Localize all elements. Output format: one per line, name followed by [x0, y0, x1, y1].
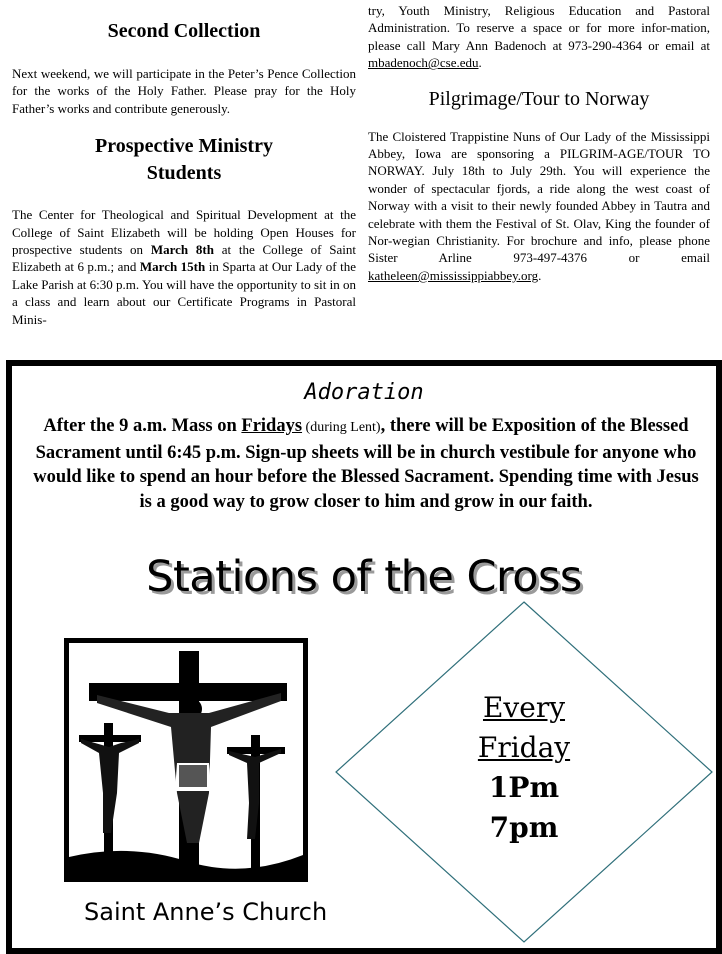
- prospective-ministry-title-line1: Prospective Ministry: [95, 135, 273, 158]
- service-times: [424, 688, 624, 848]
- norway-end: .: [538, 267, 542, 283]
- crucifixion-image: [64, 638, 308, 882]
- email-link-katheleen[interactable]: katheleen@mississippiabbey.org: [368, 267, 539, 283]
- email-link-mbadenoch[interactable]: mbadenoch@cse.edu: [368, 55, 479, 71]
- continuation-end: .: [478, 55, 482, 71]
- stations-title: Stations of the Cross: [146, 552, 582, 602]
- prospective-ministry-title: [12, 133, 356, 187]
- norway-body: [368, 128, 710, 285]
- pm-body-part2: at the College of Saint Elizabeth at 6 p.m.; and: [12, 242, 356, 275]
- adoration-fridays: Fridays: [241, 416, 303, 436]
- time-7pm: 7pm: [489, 811, 559, 844]
- left-column: [12, 0, 356, 328]
- continuation-body: try, Youth Ministry, Religious Education and Pastoral Administration. To reserve a space or for more infor-mation, please call Mary Ann Badenoch at 973-290-4364 or email at: [368, 3, 710, 53]
- norway-title: Pilgrimage/Tour to Norway: [428, 87, 650, 110]
- continuation-text: [368, 2, 710, 72]
- time-1pm: 1Pm: [488, 771, 560, 804]
- time-friday: Friday: [477, 731, 571, 764]
- pm-body-part1: The Center for Theological and Spiritual Development at the College of Saint Elizabeth will be holding Open Houses for prospective students on: [12, 207, 356, 258]
- adoration-title: Adoration: [304, 380, 424, 405]
- prospective-ministry-title-line2: Students: [146, 162, 222, 185]
- right-column: [368, 0, 710, 284]
- adoration-during: (during Lent): [302, 420, 381, 435]
- pm-date-2: March 15th: [139, 259, 206, 275]
- adoration-text-1: After the 9 a.m. Mass on: [43, 416, 242, 436]
- pm-body-part3: in Sparta at Our Lady of the Lake Parish at 6:30 p.m. You will have the opportunity to sit in on a class and learn about our Certificate Programs in Pastoral Minis-: [12, 259, 356, 327]
- second-collection-title: Second Collection: [107, 20, 261, 42]
- time-every: Every: [482, 691, 566, 724]
- prospective-ministry-body: [12, 206, 356, 328]
- adoration-text-2: , there will be Exposition of the Blessed Sacrament until 6:45 p.m. Sign-up sheets will be in church vestibule for anyone who would like to spend an hour before the Blessed Sacrament. Spending time with Jesus is a good way to grow closer to him and grow in our faith.: [33, 416, 699, 512]
- adoration-body: [26, 414, 706, 514]
- pm-date-1: March 8th: [150, 242, 214, 258]
- second-collection-body: Next weekend, we will participate in the Peter’s Pence Collection for the works of the Holy Father. Please pray for the Holy Father’s works and contribute generously.: [12, 66, 356, 116]
- church-name: Saint Anne’s Church: [84, 898, 328, 926]
- norway-body-text: The Cloistered Trappistine Nuns of Our Lady of the Mississippi Abbey, Iowa are sponsoring a PILGRIM-AGE/TOUR TO NORWAY. July 18th to July 29th. You will experience the wonder of spectacular fjords, a ride along the west coast of Norway with a visit to their newly founded Abbey in Tautra and celebrate with them the Festival of St. Olav, King the founder of Nor-wegian Christianity. For brochure and info, please phone Sister Arline 973-497-4376 or email: [368, 128, 710, 266]
- stations-box: [6, 360, 722, 954]
- crucifixion-icon: [69, 643, 303, 877]
